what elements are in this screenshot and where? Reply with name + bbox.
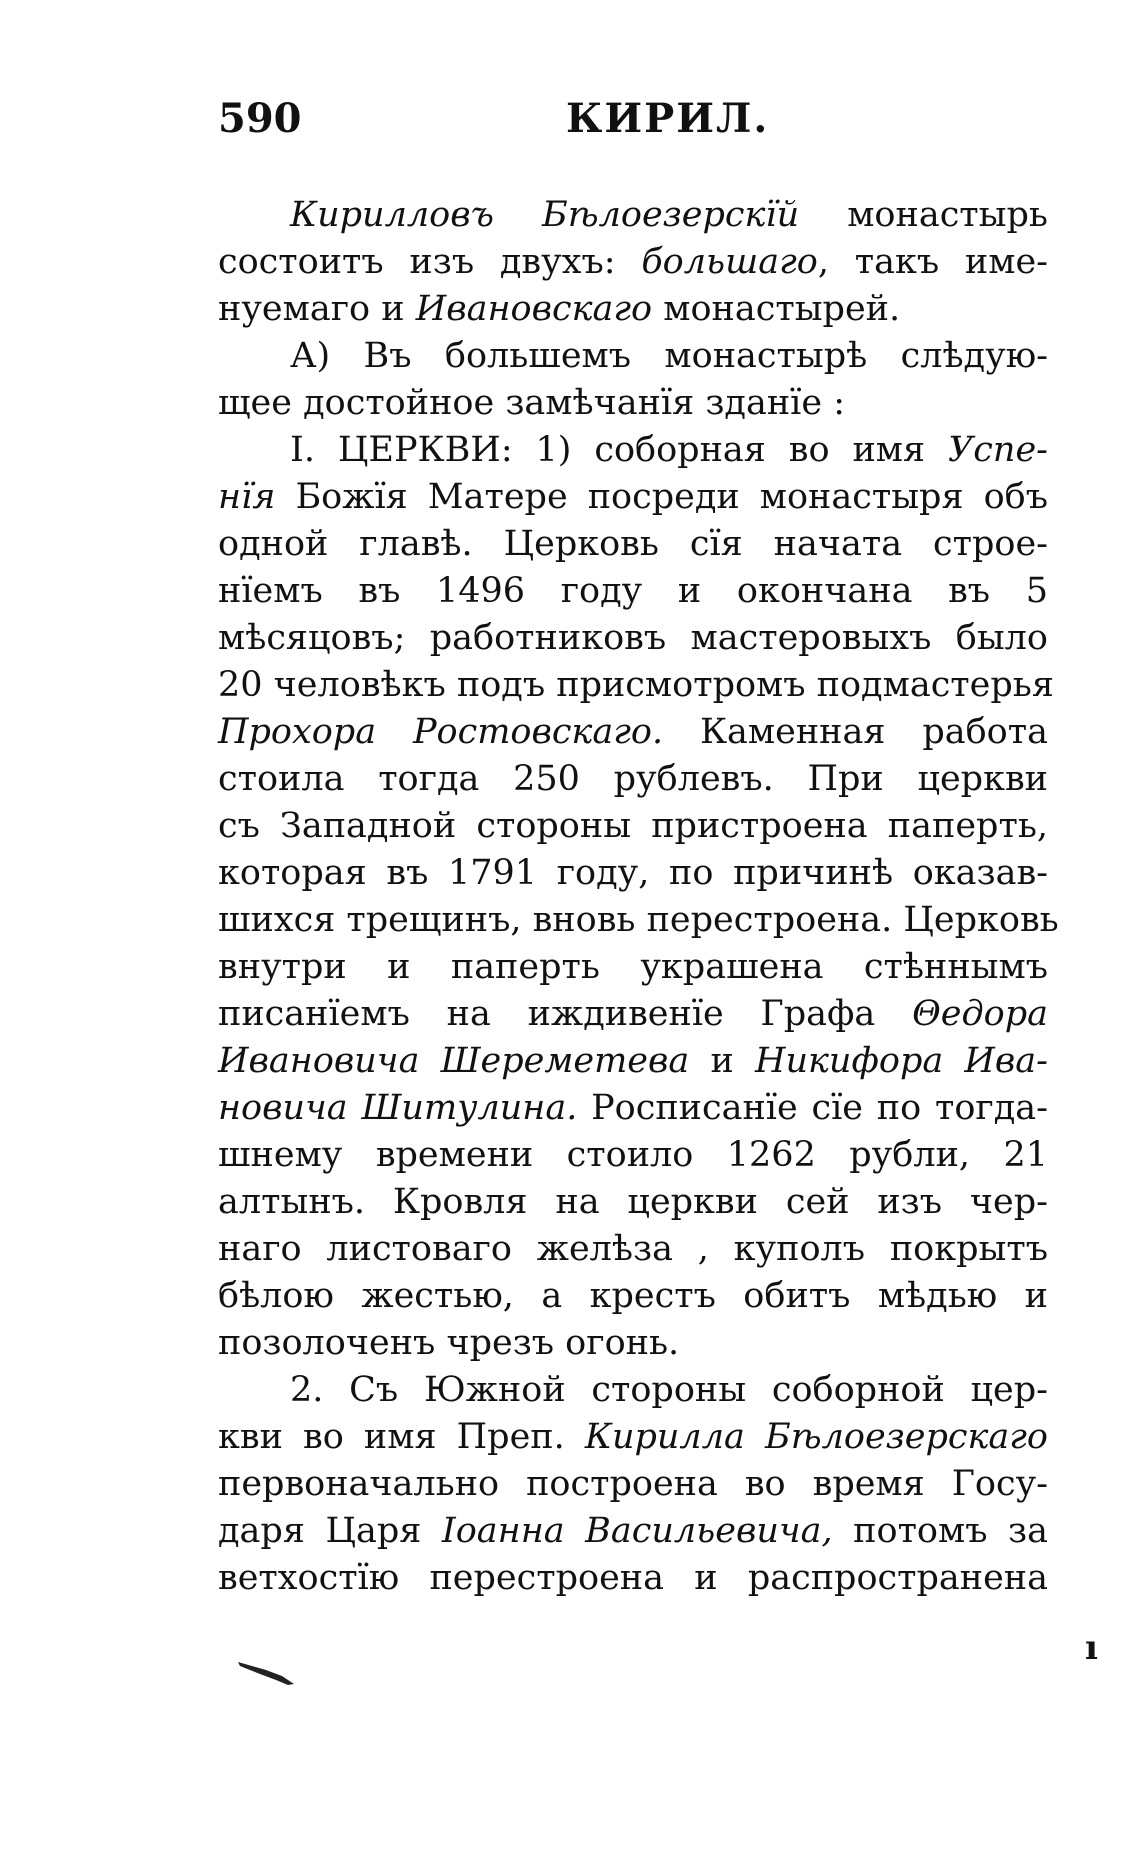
text-span: Θедора xyxy=(912,994,1048,1034)
body-text xyxy=(218,192,1059,1602)
text-line xyxy=(218,803,1048,850)
text-line xyxy=(218,991,1048,1038)
text-span: одной главѣ. Церковь сїя начата строе- xyxy=(218,524,1048,564)
text-span: наго листоваго желѣза , куполъ покрытъ xyxy=(218,1229,1048,1269)
text-line xyxy=(218,333,1048,380)
text-span: нїемъ въ 1496 году и окончана въ 5 xyxy=(218,571,1048,611)
text-line xyxy=(218,662,1054,709)
text-line xyxy=(218,1085,1048,1132)
text-span: даря Царя xyxy=(218,1511,442,1551)
text-line xyxy=(218,239,1048,286)
text-line xyxy=(218,1414,1048,1461)
text-line xyxy=(218,380,1048,427)
text-span: ветхостїю перестроена и распространена xyxy=(218,1558,1048,1598)
text-span: которая въ 1791 году, по причинѣ оказав- xyxy=(218,853,1048,893)
text-line xyxy=(218,1508,1048,1555)
text-line xyxy=(218,1367,1048,1414)
text-line xyxy=(218,1132,1048,1179)
text-line xyxy=(218,474,1048,521)
text-line xyxy=(218,192,1048,239)
text-span: Каменная работа xyxy=(663,712,1048,752)
text-span: состоитъ изъ двухъ: xyxy=(218,242,642,282)
text-span: большаго xyxy=(641,242,818,282)
text-span: Іоанна Васильевича, xyxy=(441,1511,833,1551)
text-span: Ивановича Шереметева xyxy=(218,1041,690,1081)
text-line xyxy=(218,1038,1048,1085)
text-line xyxy=(218,944,1048,991)
text-line xyxy=(218,427,1048,474)
text-span: , такъ име- xyxy=(817,242,1048,282)
text-span: 2. Съ Южной стороны соборной цер- xyxy=(290,1370,1048,1410)
text-line xyxy=(218,615,1048,662)
text-line xyxy=(218,1226,1048,1273)
text-span: Росписанїе сїе по тогда- xyxy=(577,1088,1048,1128)
text-span: позолоченъ чрезъ огонь. xyxy=(218,1323,680,1363)
text-span: новича Шитулина. xyxy=(218,1088,578,1128)
text-span: нїя xyxy=(218,477,276,517)
text-span: писанїемъ на иждивенїе Графа xyxy=(218,994,913,1034)
text-line xyxy=(218,709,1048,756)
text-span: Божїя Матере посреди монастыря объ xyxy=(275,477,1048,517)
text-span: стоила тогда 250 рублевъ. При церкви xyxy=(218,759,1048,799)
text-span: потомъ за xyxy=(832,1511,1048,1551)
text-span: внутри и паперть украшена стѣннымъ xyxy=(218,947,1048,987)
text-line xyxy=(218,1273,1048,1320)
text-span: шнему времени стоило 1262 рубли, 21 xyxy=(218,1135,1048,1175)
text-span: кви во имя Преп. xyxy=(218,1417,585,1457)
text-span: монастырь xyxy=(799,195,1048,235)
text-line xyxy=(218,1461,1048,1508)
text-span: I. ЦЕРКВИ: 1) соборная во имя xyxy=(290,430,949,470)
text-line xyxy=(218,1555,1048,1602)
text-line xyxy=(218,850,1048,897)
text-line xyxy=(218,1179,1048,1226)
text-span: Кирилловъ Бѣлоезерскїй xyxy=(290,195,800,235)
text-span: Ивановскаго xyxy=(415,289,653,329)
text-span: алтынъ. Кровля на церкви сей изъ чер- xyxy=(218,1182,1048,1222)
text-span: Никифора Ива- xyxy=(754,1041,1048,1081)
text-span: нуемаго и xyxy=(218,289,416,329)
text-span: бѣлою жестью, а крестъ обитъ мѣдью и xyxy=(218,1276,1048,1316)
running-title: КИРИЛ. xyxy=(566,95,770,142)
ink-smudge xyxy=(236,1658,300,1688)
page-header xyxy=(218,95,1048,155)
text-span: монастырей. xyxy=(652,289,901,329)
text-line xyxy=(218,897,1059,944)
page-number: 590 xyxy=(218,95,302,142)
stray-mark: ı xyxy=(1085,1628,1098,1668)
text-line xyxy=(218,1320,1048,1367)
text-span: Успе- xyxy=(948,430,1048,470)
text-span: Прохора Ростовскаго. xyxy=(218,712,664,752)
text-span: и xyxy=(689,1041,755,1081)
text-line xyxy=(218,756,1048,803)
text-line xyxy=(218,521,1048,568)
text-span: Кирилла Бѣлоезерскаго xyxy=(584,1417,1048,1457)
text-line xyxy=(218,286,1048,333)
text-span: щее достойное замѣчанїя зданїе : xyxy=(218,383,845,423)
text-line xyxy=(218,568,1048,615)
text-span: съ Западной стороны пристроена паперть, xyxy=(218,806,1048,846)
text-span: шихся трещинъ, вновь перестроена. Церковь xyxy=(218,900,1059,940)
text-span: первоначально построена во время Госу- xyxy=(218,1464,1048,1504)
text-span: А) Въ большемъ монастырѣ слѣдую- xyxy=(290,336,1048,376)
text-span: мѣсяцовъ; работниковъ мастеровыхъ было xyxy=(218,618,1048,658)
text-span: 20 человѣкъ подъ присмотромъ подмастерья xyxy=(218,665,1054,705)
